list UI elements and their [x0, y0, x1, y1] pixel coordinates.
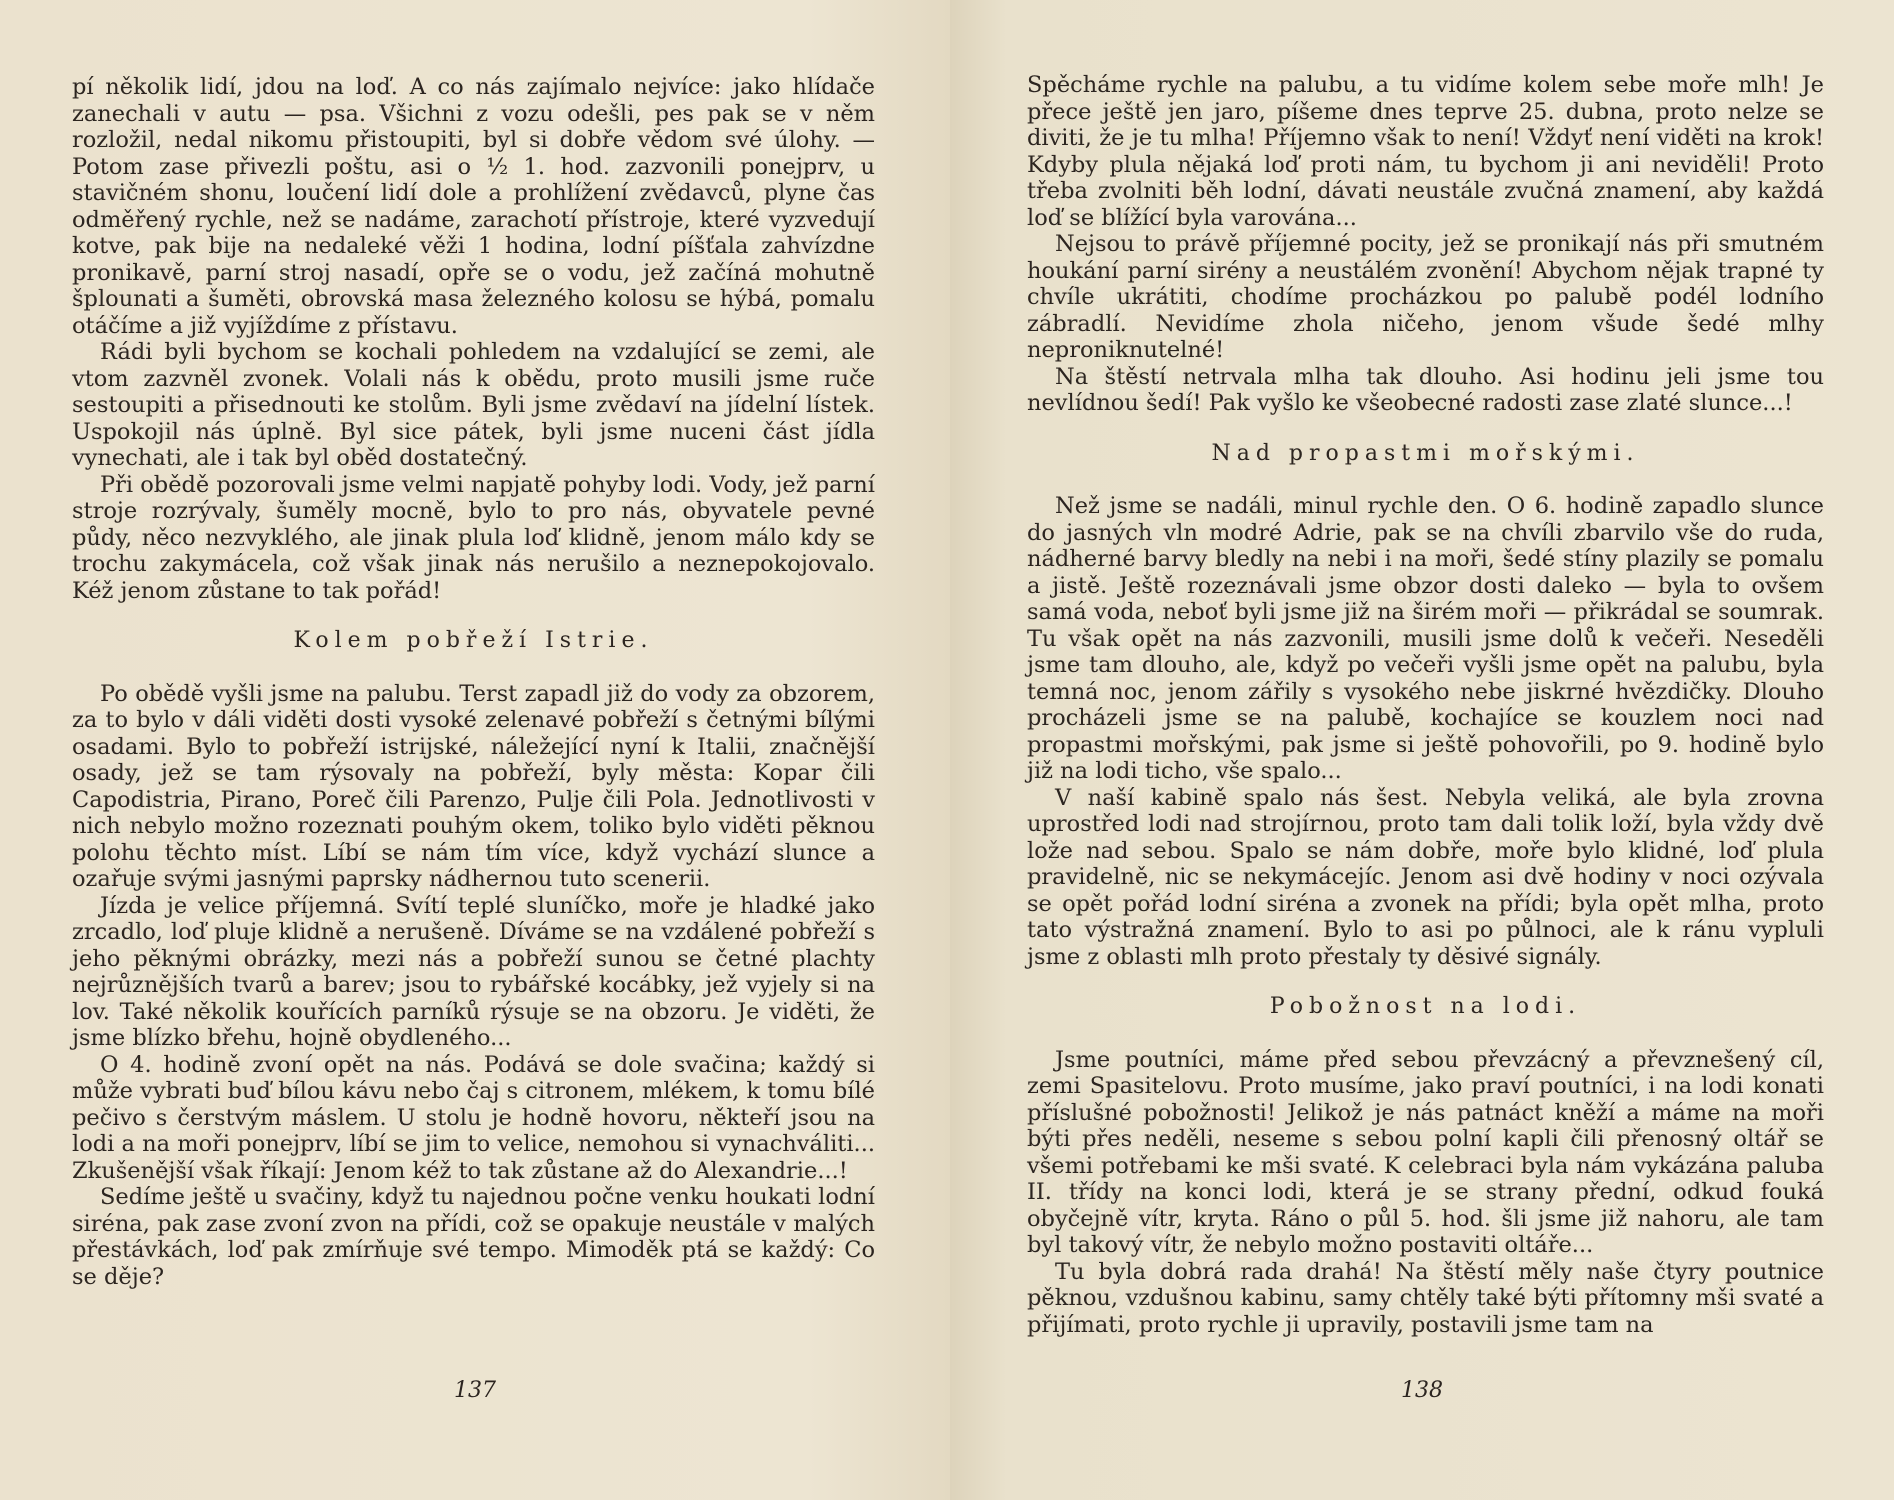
paragraph: Jsme poutníci, máme před sebou převzácný a převznešený cíl, zemi Spasitelovu. Proto musíme, jako praví poutníci, i na lodi konati příslušné pobožnosti! Jelikož je nás patnáct kněží a máme na moři býti přes neděli, neseme s sebou polní kapli čili přenosný oltář se všemi potřebami ke mši svaté. K celebraci byla nám vykázána paluba II. třídy na konci lodi, která je se strany přední, odkud fouká obyčejně vítr, kryta. Ráno o půl 5. hod. šli jsme již nahoru, ale tam byl takový vítr, že nebylo možno postaviti oltáře... — [1027, 1046, 1824, 1258]
paragraph: Než jsme se nadáli, minul rychle den. O 6. hodině zapadlo slunce do jasných vln modré Adrie, pak se na chvíli zbarvilo vše do ruda, nádherné barvy bledly na nebi i na moři, šedé stíny plazily se pomalu a jistě. Ještě rozeznávali jsme obzor dosti daleko — byla to ovšem samá voda, neboť byli jsme již na širém moři — přikrádal se soumrak. Tu však opět na nás zazvonili, musili jsme dolů k večeři. Neseděli jsme tam dlouho, ale, když po večeři vyšli jsme opět na palubu, byla temná noc, jenom zářily s vysokého nebe jiskrné hvězdičky. Dlouho procházeli jsme se na palubě, kochajíce se kouzlem noci nad propastmi mořskými, pak jsme si ještě pohovořili, po 9. hodině bylo již na lodi ticho, vše spalo... — [1027, 493, 1824, 784]
paragraph: Tu byla dobrá rada drahá! Na štěstí měly naše čtyry poutnice pěknou, vzdušnou kabinu, samy chtěly také býti přítomny mši svaté a přijímati, proto rychle ji upravily, postavili jsme tam na — [1027, 1258, 1824, 1338]
right-page-text — [1027, 72, 1824, 1338]
paragraph: Na štěstí netrvala mlha tak dlouho. Asi hodinu jeli jsme tou nevlídnou šedí! Pak vyšlo ke všeobecné radosti zase zlaté slunce...! — [1027, 363, 1824, 416]
section-heading: Pobožnost na lodi. — [1269, 994, 1582, 1019]
paragraph: Spěcháme rychle na palubu, a tu vidíme kolem sebe moře mlh! Je přece ještě jen jaro, píšeme dnes teprve 25. dubna, proto nelze se diviti, že je tu mlha! Příjemno však to není! Vždyť není viděti na krok! Kdyby plula nějaká loď proti nám, tu bychom ji ani neviděli! Proto třeba zvolniti běh lodní, dávati neustále zvučná znamení, aby každá loď se blížící byla varována... — [1027, 72, 1824, 231]
paragraph: Rádi byli bychom se kochali pohledem na vzdalující se zemi, ale vtom zazvněl zvonek. Volali nás k obědu, proto musili jsme ruče sestoupiti a přisednouti ke stolům. Byli jsme zvědaví na jídelní lístek. Uspokojil nás úplně. Byl sice pátek, byli jsme nuceni část jídla vynechati, ale i tak byl oběd dostatečný. — [72, 339, 875, 471]
paragraph: Po obědě vyšli jsme na palubu. Terst zapadl již do vody za obzorem, za to bylo v dáli viděti dosti vysoké zelenavé pobřeží s četnými bílými osadami. Bylo to pobřeží istrijské, náležející nyní k Italii, značnější osady, jež se tam rýsovaly na pobřeží, byly města: Kopar čili Capodistria, Pirano, Poreč čili Parenzo, Pulje čili Pola. Jednotlivosti v nich nebylo možno rozeznati pouhým okem, toliko bylo viděti pěknou polohu těchto míst. Líbí se nám tím více, když vychází slunce a ozařuje svými jasnými paprsky nádhernou tuto scenerii. — [72, 680, 875, 892]
page-number: 137 — [454, 1378, 496, 1403]
paragraph: Jízda je velice příjemná. Svítí teplé sluníčko, moře je hladké jako zrcadlo, loď pluje klidně a nerušeně. Díváme se na vzdálené pobřeží s jeho pěknými obrázky, mezi nás a pobřeží sunou se četné plachty nejrůznějších tvarů a barev; jsou to rybářské kocábky, jež vyjely si na lov. Také několik kouřících parníků rýsuje se na obzoru. Je viděti, že jsme blízko břehu, hojně obydleného... — [72, 892, 875, 1051]
paragraph: pí několik lidí, jdou na loď. A co nás zajímalo nejvíce: jako hlídače zanechali v autu — psa. Všichni z vozu odešli, pes pak se v něm rozložil, nedal nikomu přistoupiti, byl si dobře vědom své úlohy. — Potom zase přivezli poštu, asi o ½ 1. hod. zazvonili ponejprv, u stavičném shonu, loučení lidí dole a prohlížení zvědavců, plyne čas odměřený rychle, než se nadáme, zarachotí přístroje, které vyzvedují kotve, pak bije na nedaleké věži 1 hodina, lodní píšťala zahvízdne pronikavě, parní stroj nasadí, opře se o vodu, jež začíná mohutně šplounati a šuměti, obrovská masa železného kolosu se hýbá, pomalu otáčíme a již vyjíždíme z přístavu. — [72, 74, 875, 339]
left-page-text — [72, 74, 875, 1290]
paragraph: V naší kabině spalo nás šest. Nebyla veliká, ale byla zrovna uprostřed lodi nad strojírnou, proto tam dali tolik loží, byla vždy dvě lože nad sebou. Spalo se nám dobře, moře bylo klidné, loď plula pravidelně, nic se nekymácejíc. Jenom asi dvě hodiny v noci ozývala se opět pořád lodní siréna a zvonek na přídi; byla opět mlha, proto tato výstražná znamení. Bylo to asi po půlnoci, ale k ránu vypluli jsme z oblasti mlh proto přestaly ty děsivé signály. — [1027, 784, 1824, 970]
paragraph: Nejsou to právě příjemné pocity, jež se pronikají nás při smutném houkání parní sirény a neustálém zvonění! Abychom nějak trapné ty chvíle ukrátiti, chodíme procházkou po palubě podél lodního zábradlí. Nevidíme zhola ničeho, jenom všude šedé mlhy neproniknutelné! — [1027, 231, 1824, 363]
section-heading: Nad propastmi mořskými. — [1211, 440, 1640, 466]
right-page — [950, 0, 1894, 1500]
section-heading: Kolem pobřeží Istrie. — [293, 628, 654, 653]
paragraph: O 4. hodině zvoní opět na nás. Podává se dole svačina; každý si může vybrati buď bílou kávu nebo čaj s citronem, mlékem, k tomu bílé pečivo s čerstvým máslem. U stolu je hodně hovoru, někteří jsou na lodi a na moři ponejprv, líbí se jim to velice, nemohou si vynachváliti... Zkušenější však říkají: Jenom kéž to tak zůstane až do Alexandrie...! — [72, 1051, 875, 1184]
paragraph: Sedíme ještě u svačiny, když tu najednou počne venku houkati lodní siréna, pak zase zvoní zvon na přídi, což se opakuje neustále v malých přestávkách, loď pak zmírňuje své tempo. Mimoděk ptá se každý: Co se děje? — [72, 1184, 875, 1290]
paragraph: Při obědě pozorovali jsme velmi napjatě pohyby lodi. Vody, jež parní stroje rozrývaly, šuměly mocně, bylo to pro nás, obyvatele pevné půdy, něco nezvyklého, ale jinak plula loď klidně, jenom málo kdy se trochu zakymácela, což však jinak nás nerušilo a neznepokojovalo. Kéž jenom zůstane to tak pořád! — [72, 471, 875, 604]
page-number: 138 — [1401, 1378, 1443, 1403]
